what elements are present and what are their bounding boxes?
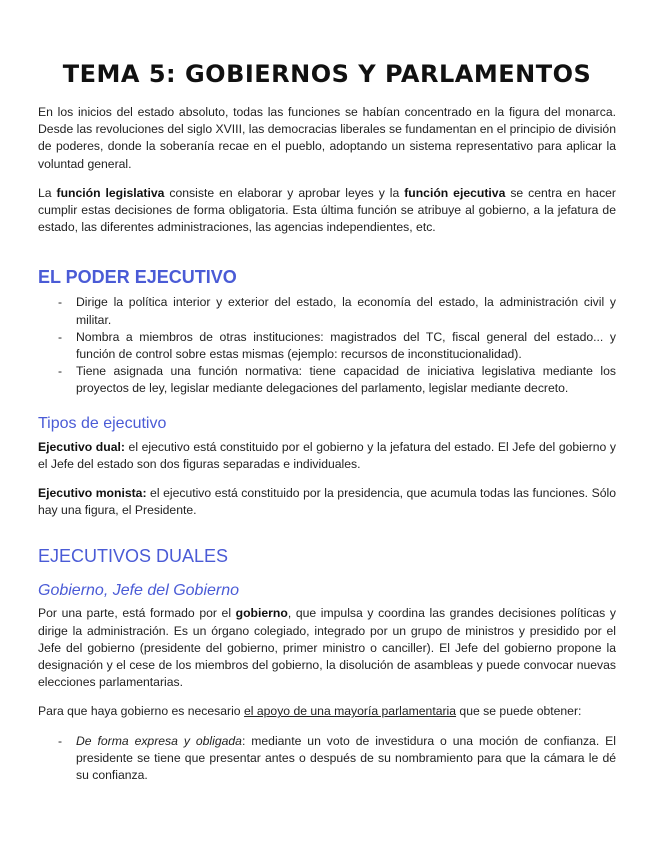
list-item-text: : mediante un voto de investidura o una moción de confianza. El presidente se tiene que presentar antes o después de su nombramiento para que la cámara le dé su confianza. (76, 733, 616, 783)
text-run: consiste en elaborar y aprobar leyes y la (164, 185, 405, 200)
list-item (38, 733, 616, 785)
text-run: se centra en hacer cumplir estas decisiones de forma obligatoria. Esta última función se atribuye al gobierno, a la jefatura de estado, las diferentes administraciones, las agencias independientes, etc. (38, 185, 616, 235)
text-run: que se puede obtener: (456, 704, 582, 719)
page-title: TEMA 5: GOBIERNOS Y PARLAMENTOS (62, 60, 592, 88)
list-item-text: Tiene asignada una función normativa: tiene capacidad de iniciativa legislativa mediante los proyectos de ley, legislar mediante delegaciones del parlamento, legislar mediante decreto. (76, 364, 616, 396)
dash-bullet: - (58, 733, 63, 748)
italic-term: De forma expresa y obligada (76, 733, 242, 748)
list-item (38, 363, 616, 397)
text-run: La (38, 185, 57, 200)
underlined-phrase: el apoyo de una mayoría parlamentaria (243, 704, 457, 719)
bold-term-ejecutivo-dual: Ejecutivo dual: (38, 439, 125, 454)
bold-term-ejecutivo-monista: Ejecutivo monista: (38, 486, 147, 501)
paragraph-mayoria (38, 703, 616, 720)
bold-term-funcion-ejecutiva: función ejecutiva (404, 185, 506, 200)
poder-ejecutivo-list (38, 294, 616, 397)
bold-term-funcion-legislativa: función legislativa (56, 185, 165, 200)
paragraph-ejecutivo-dual (38, 439, 616, 473)
dash-bullet: - (58, 295, 63, 310)
document-page (38, 0, 616, 784)
paragraph-gobierno (38, 605, 616, 691)
paragraph-ejecutivo-monista (38, 485, 616, 519)
text-run: el ejecutivo está constituido por la presidencia, que acumula todas las funciones. Sólo hay una figura, el Presidente. (38, 486, 616, 518)
list-item-text: Dirige la política interior y exterior del estado, la economía del estado, la administración civil y militar. (76, 295, 616, 327)
list-item-text: Nombra a miembros de otras instituciones: magistrados del TC, fiscal general del estado... y función de control sobre estas mismas (ejemplo: recursos de inconstitucionalidad). (76, 329, 616, 362)
heading-ejecutivos-duales: EJECUTIVOS DUALES (38, 546, 229, 567)
list-item (38, 294, 616, 328)
dash-bullet: - (58, 364, 63, 379)
list-item (38, 329, 616, 363)
heading-poder-ejecutivo: EL PODER EJECUTIVO (38, 267, 237, 288)
text-run: Para que haya gobierno es necesario (38, 704, 244, 719)
text-run: Por una parte, está formado por el (38, 606, 236, 621)
mayoria-list (38, 733, 616, 785)
intro-paragraph-1: En los inicios del estado absoluto, todas las funciones se habían concentrado en la figura del monarca. Desde las revoluciones del siglo XVIII, las democracias liberales se fundamentan en el principio de división de poderes, donde la soberanía recae en el pueblo, adoptando un sistema representativo para aplicar la voluntad general. (38, 105, 616, 171)
heading-gobierno-jefe: Gobierno, Jefe del Gobierno (38, 582, 240, 600)
heading-tipos-de-ejecutivo: Tipos de ejecutivo (38, 414, 167, 432)
text-run: , que impulsa y coordina las grandes decisiones políticas y dirige la administración. Es un órgano colegiado, integrado por un grupo de ministros y presidido por el Jefe del gobierno (presidente del gobierno, primer ministro o canciller). El Jefe del gobierno propone la designación y el cese de los miembros del gobierno, la disolución de asambleas y puede convocar nuevas elecciones parlamentarias. (38, 606, 616, 690)
text-run: el ejecutivo está constituido por el gobierno y la jefatura del estado. El Jefe del gobierno y el Jefe del estado son dos figuras separadas e individuales. (38, 439, 616, 471)
intro-paragraph-2 (38, 185, 616, 237)
dash-bullet: - (58, 329, 63, 344)
bold-term-gobierno: gobierno (235, 606, 288, 621)
